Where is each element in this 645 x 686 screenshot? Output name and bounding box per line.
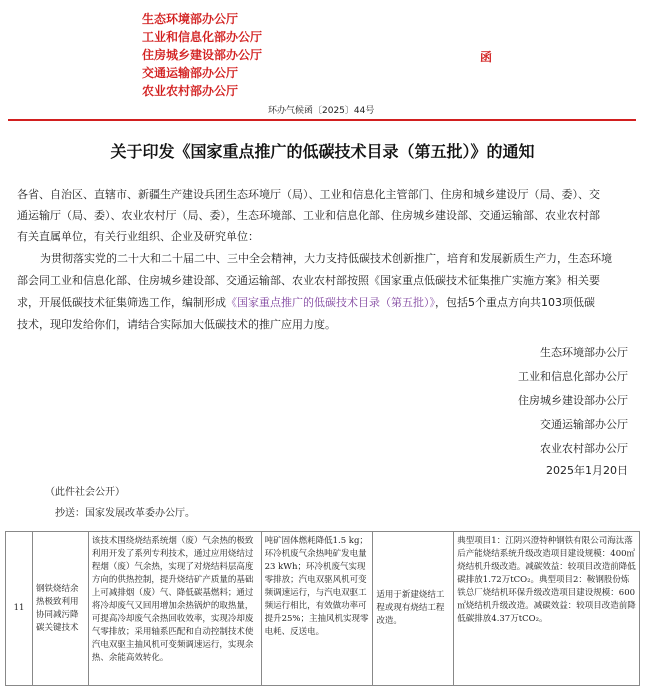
body-line-4: 技术，现印发给你们，请结合实际加大低碳技术的推广应用力度。 xyxy=(17,318,336,331)
typical-cases: 典型项目1：江阴兴澄特种钢铁有限公司海汰落后产能烧结系统升级改造项目建设规模：400㎡烧结机升级改造。减碳效益：较项目改造前降低碳排放1.72万tCO₂。典型项目2：鞍钢股份炼铁总厂烧结机环保升级改造项目建设规模：600㎡烧结机升级改造。减碳效益：较项目改造前降低碳排放4.37万tCO₂。 xyxy=(454,532,640,686)
cc-note: 抄送：国家发展改革委办公厅。 xyxy=(55,508,195,519)
letter-mark: 函 xyxy=(480,50,493,64)
issuer-1: 生态环境部办公厅 xyxy=(142,12,239,26)
body-line-3 xyxy=(17,292,595,313)
body-line-3-text: 求，开展低碳技术征集筛选工作，编制形成 xyxy=(17,296,226,309)
issuer-5: 农业农村部办公厅 xyxy=(142,84,239,98)
signature-1: 生态环境部办公厅 xyxy=(540,346,628,359)
signature-5: 农业农村部办公厅 xyxy=(540,442,628,455)
document-date: 2025年1月20日 xyxy=(546,464,628,477)
recipients-line-1: 各省、自治区、直辖市、新疆生产建设兵团生态环境厅（局）、工业和信息化主管部门、住房和城乡建设厅（局、委）、交 xyxy=(17,188,600,201)
technology-table xyxy=(5,531,640,686)
disclosure-note: （此件社会公开） xyxy=(45,487,125,498)
technology-name: 钢铁烧结余热极致利用协同减污降碳关键技术 xyxy=(32,532,88,686)
table-row xyxy=(6,532,640,686)
document-number: 环办气候函〔2025〕44号 xyxy=(268,106,375,116)
header-red-line xyxy=(8,119,636,121)
signature-2: 工业和信息化部办公厅 xyxy=(518,370,628,383)
technology-description: 该技术围绕烧结系统烟（废）气余热的极致利用开发了系列专利技术，通过应用烧结过程烟（废）气余热，实现了对烧结料层高度方向的供热控制，提升烧结矿产质量的基础上可减排烟（废）气、降低碳基燃料；通过将冷却废气又回用增加余热锅炉的取热量，可提高冷却废气余热回收效率，实现冷却废气零排放；采用轴系匹配和自动控制技术使汽电双驱主抽风机可变频调速运行，实现余热、余能高效转化。 xyxy=(88,532,261,686)
recipients-line-2: 通运输厅（局、委）、农业农村厅（局、委），生态环境部、工业和信息化部、住房城乡建设部、交通运输部、农业农村部 xyxy=(17,209,600,222)
catalog-link[interactable]: 《国家重点推广的低碳技术目录（第五批）》 xyxy=(226,296,435,309)
application-scope: 适用于新建烧结工程或现有烧结工程改造。 xyxy=(373,532,454,686)
issuer-4: 交通运输部办公厅 xyxy=(142,66,239,80)
body-line-2: 部会同工业和信息化部、住房城乡建设部、交通运输部、农业农村部按照《国家重点低碳技术征集推广实施方案》相关要 xyxy=(17,274,600,287)
document-title: 关于印发《国家重点推广的低碳技术目录（第五批）》的通知 xyxy=(110,142,535,161)
recipients-line-3: 有关直属单位，有关行业组织、企业及研究单位： xyxy=(17,230,259,243)
body-line-3-tail: ，包括5个重点方向共103项低碳 xyxy=(435,296,595,309)
signature-3: 住房城乡建设部办公厅 xyxy=(518,394,628,407)
signature-4: 交通运输部办公厅 xyxy=(540,418,628,431)
issuer-2: 工业和信息化部办公厅 xyxy=(142,30,263,44)
technology-indicators: 吨矿固体燃耗降低1.5 kg；环冷机废气余热吨矿发电量23 kWh；环冷机废气实现零排放；汽电双驱风机可变频调速运行，与汽电双驱工频运行相比，有效做功率可提升25%；主抽风机实现零电耗、反送电。 xyxy=(261,532,373,686)
issuer-3: 住房城乡建设部办公厅 xyxy=(142,48,263,62)
body-line-1: 为贯彻落实党的二十大和二十届二中、三中全会精神，大力支持低碳技术创新推广，培育和发展新质生产力，生态环境 xyxy=(40,252,612,265)
row-number: 11 xyxy=(6,532,33,686)
